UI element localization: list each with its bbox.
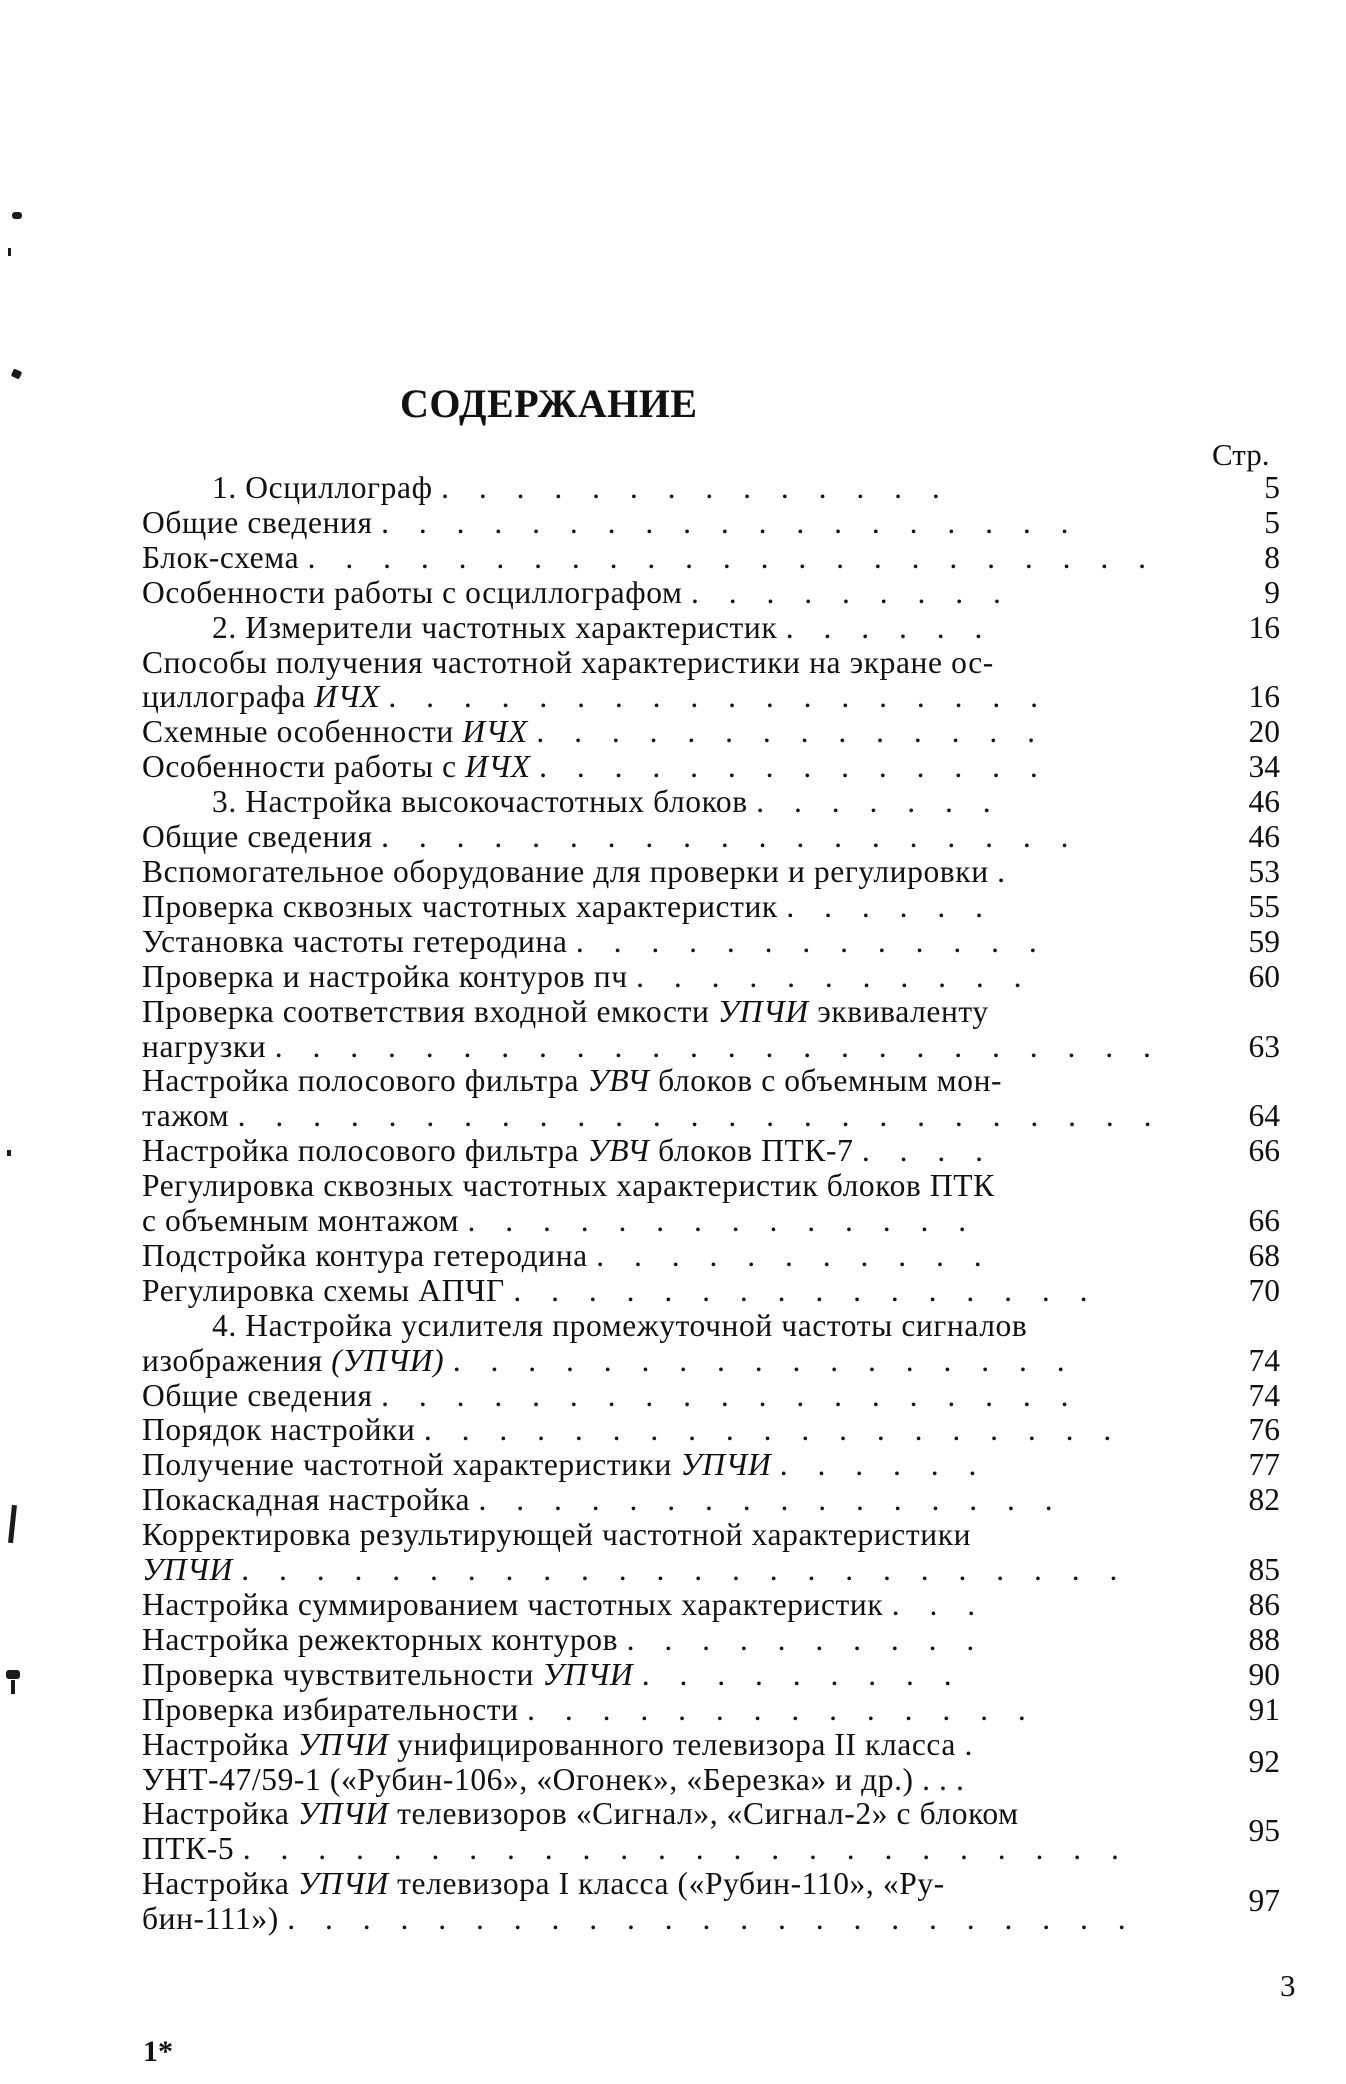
toc-entry-text: ПТК-5 (142, 1831, 243, 1867)
toc-entry-line (142, 1099, 1172, 1134)
toc-entry-text: Проверка избирательности (142, 1691, 528, 1727)
toc-entry-line (142, 1030, 1172, 1065)
toc-entry-line (142, 1169, 1172, 1204)
toc-entry-line (142, 1379, 1172, 1414)
toc-section-entry (142, 1064, 1292, 1134)
toc-entry-text: Получение частотной характеристики (142, 1447, 681, 1483)
page-title: СОДЕРЖАНИЕ (400, 381, 698, 426)
toc-entry-text: изображения (142, 1342, 332, 1378)
toc-entry-text: Общие сведения (142, 819, 382, 855)
scan-speck (8, 1505, 17, 1543)
toc-entry-text: унифицированного телевизора II класса . (388, 1726, 973, 1762)
toc-section-entry (142, 1693, 1292, 1728)
toc-section-entry (142, 506, 1292, 541)
toc-section-entry (142, 750, 1292, 785)
toc-entry-text: Настройка (142, 1726, 298, 1762)
dot-leader: . . . . . . . . . . . . . . . . . . . . . . . (287, 1901, 1137, 1937)
toc-abbreviation: УПЧИ (542, 1656, 634, 1692)
toc-entry-line (142, 855, 1172, 890)
toc-entry-line (142, 1902, 1172, 1937)
toc-entry-line (142, 1134, 1172, 1169)
toc-entry-text: Настройка (142, 1866, 298, 1902)
toc-abbreviation: УПЧИ (297, 1726, 389, 1762)
toc-entry-line (142, 471, 1172, 506)
dot-leader: . . . . . . . . . . . (636, 958, 1033, 994)
toc-entry-line (142, 960, 1172, 995)
dot-leader: . . . . . . . . . . . . . . . . (513, 1272, 1099, 1308)
toc-entry-line (142, 750, 1172, 785)
toc-chapter-entry (142, 1309, 1292, 1379)
toc-page-number: 16 (1248, 679, 1280, 715)
toc-entry-line (142, 1867, 1172, 1902)
toc-section-entry (142, 1483, 1292, 1518)
toc-entry-text: Способы получения частотной характеристики на экране ос- (142, 644, 994, 680)
toc-entry-line (142, 1344, 1172, 1379)
toc-section-entry (142, 1134, 1292, 1169)
toc-entry-text: Настройка (142, 1796, 298, 1832)
toc-entry-text (771, 1447, 779, 1482)
toc-page-number: 8 (1264, 539, 1280, 575)
dot-leader: . . . . . . . . . . . . . . (536, 714, 1046, 750)
toc-abbreviation: (УПЧИ) (331, 1342, 445, 1378)
dot-leader: . . . . . . . . . . . . . . . . (478, 1482, 1064, 1518)
toc-page-number: 66 (1248, 1203, 1280, 1239)
toc-section-entry (142, 576, 1292, 611)
dot-leader: . . . . . . . . . . . . . . (467, 1203, 978, 1239)
toc-page-number: 46 (1248, 819, 1280, 855)
scan-speck (11, 368, 23, 379)
dot-leader: . . . . . . . . . . . . . . . . . . . . . . . . (242, 1831, 1130, 1867)
toc-chapter-entry (142, 471, 1292, 506)
dot-leader: . . . (891, 1587, 987, 1622)
toc-section-entry (142, 715, 1292, 750)
toc-page-number: 76 (1248, 1412, 1280, 1448)
toc-abbreviation: ИЧХ (462, 714, 528, 750)
toc-page-number: 20 (1248, 714, 1280, 750)
toc-entry-text: Покаскадная настройка (142, 1482, 479, 1518)
toc-page-number: 53 (1248, 853, 1280, 889)
toc-entry-text: блоков с объемным мон- (649, 1063, 1003, 1099)
toc-entry-text: Порядок настройки (142, 1412, 424, 1448)
dot-leader: . . . . . . (785, 609, 994, 645)
toc-entry-line (142, 890, 1172, 925)
toc-abbreviation: ИЧХ (314, 679, 380, 715)
toc-entry-line (142, 785, 1172, 820)
toc-page-number: 55 (1248, 888, 1280, 924)
toc-abbreviation: УВЧ (587, 1133, 650, 1169)
toc-section-entry (142, 1588, 1292, 1623)
dot-leader: . . . . . . (786, 888, 994, 924)
toc-entry-text: Схемные особенности (142, 714, 463, 750)
dot-leader: . . . . . . . . . . . . . . . . . . . . . . . . (241, 1552, 1129, 1588)
toc-entry-text: Проверка соответствия входной емкости (142, 993, 718, 1029)
scan-speck (11, 1680, 15, 1694)
toc-entry-line (142, 1797, 1172, 1832)
toc-entry-line (142, 1413, 1172, 1448)
dot-leader: . . . . . . . . . . . . . . . . . . . (381, 819, 1080, 855)
toc-entry-line (142, 1588, 1172, 1623)
toc-entry-text: Подстройка контура гетеродина (142, 1237, 597, 1273)
toc-section-entry (142, 1413, 1292, 1448)
toc-entry-line (142, 1274, 1172, 1309)
signature-mark: 1* (143, 2035, 173, 2068)
dot-leader: . . . . . . . . . . . . . . . . . . . . . . . . . (237, 1098, 1163, 1134)
toc-entry-text: Настройка режекторных контуров (142, 1621, 627, 1657)
toc-entry-text: Вспомогательное оборудование для проверки и регулировки . (142, 853, 1006, 889)
toc-section-entry (142, 820, 1292, 855)
toc-section-entry (142, 541, 1292, 576)
scan-speck (12, 212, 22, 219)
toc-entry-text (531, 749, 539, 784)
toc-entry-line (142, 1553, 1172, 1588)
toc-entry-text: Регулировка схемы АПЧГ (142, 1272, 514, 1308)
toc-page-number: 85 (1248, 1552, 1280, 1588)
dot-leader: . . . . . . . . . . . . . (575, 923, 1048, 959)
dot-leader: . . . . . . (779, 1447, 988, 1483)
toc-section-entry (142, 995, 1292, 1065)
toc-page-number: 70 (1248, 1272, 1280, 1308)
toc-abbreviation: УПЧИ (717, 993, 809, 1029)
toc-section-entry (142, 1274, 1292, 1309)
dot-leader: . . . . . . . . . . . . . . . . . . . . . . . . (274, 1028, 1162, 1064)
toc-entry-text (444, 1343, 452, 1378)
toc-entry-line (142, 541, 1172, 576)
dot-leader: . . . . . . . . . (641, 1656, 963, 1692)
toc-abbreviation: УПЧИ (142, 1552, 233, 1588)
toc-entry-text: с объемным монтажом (142, 1203, 468, 1239)
dot-leader: . . . . . . . . . . . . . . . . . . . (423, 1412, 1123, 1448)
toc-section-entry (142, 855, 1292, 890)
toc-entry-text: нагрузки (142, 1028, 275, 1064)
dot-leader: . . . . (861, 1133, 995, 1169)
toc-page-number: 91 (1248, 1691, 1280, 1727)
toc-page-number: 74 (1248, 1342, 1280, 1378)
toc-section-entry (142, 890, 1292, 925)
toc-page-number: 74 (1248, 1377, 1280, 1413)
toc-entry-text: Корректировка результирующей частотной характеристики (142, 1517, 972, 1553)
scan-speck (6, 1670, 20, 1679)
page-column-header: Стр. (1212, 437, 1270, 472)
toc-entry-text: Проверка чувствительности (142, 1656, 543, 1692)
toc-entry-line (142, 611, 1172, 646)
toc-entry-line (142, 820, 1172, 855)
toc-page-number: 92 (1248, 1743, 1280, 1779)
table-of-contents (142, 471, 1292, 1937)
toc-entry-text: 1. Осциллограф (212, 470, 442, 505)
dot-leader: . . . . . . . . . . . . . . . . . (452, 1342, 1076, 1378)
toc-entry-line (142, 1309, 1172, 1344)
toc-page-number: 64 (1248, 1098, 1280, 1134)
toc-entry-text: 2. Измерители частотных характеристик (212, 609, 786, 645)
toc-entry-line (142, 1658, 1172, 1693)
toc-entry-text: Настройка полосового фильтра (142, 1063, 588, 1099)
toc-chapter-entry (142, 611, 1292, 646)
toc-page-number: 90 (1248, 1656, 1280, 1692)
toc-abbreviation: УПЧИ (680, 1447, 772, 1483)
toc-page-number: 86 (1248, 1587, 1280, 1622)
toc-section-entry (142, 1658, 1292, 1693)
toc-page-number: 5 (1264, 504, 1280, 540)
dot-leader: . . . . . . . . . . . (596, 1237, 993, 1273)
page-number: 3 (1280, 1968, 1296, 2003)
toc-entry-text: Блок-схема (142, 539, 308, 575)
toc-page-number: 9 (1264, 574, 1280, 610)
toc-entry-line (142, 1239, 1172, 1274)
toc-entry-line (142, 1763, 1172, 1798)
toc-entry-line (142, 1483, 1172, 1518)
toc-entry-line (142, 1204, 1172, 1239)
toc-entry-line (142, 925, 1172, 960)
toc-page-number: 95 (1248, 1813, 1280, 1849)
toc-entry-text: Особенности работы с осциллографом (142, 574, 691, 610)
dot-leader: . . . . . . . . . . (626, 1621, 986, 1657)
toc-section-entry (142, 1239, 1292, 1274)
toc-entry-text: 4. Настройка усилителя промежуточной частоты сигналов (212, 1307, 1028, 1343)
toc-entry-text (233, 1552, 241, 1587)
dot-leader: . . . . . . . . . (691, 574, 1012, 610)
toc-entry-text: Установка частоты гетеродина (142, 923, 576, 959)
toc-entry-line (142, 506, 1172, 541)
toc-section-entry (142, 960, 1292, 995)
toc-entry-text: УНТ-47/59-1 («Рубин-106», «Огонек», «Березка» и др.) . . . (142, 1761, 965, 1797)
toc-entry-text: Настройка полосового фильтра (142, 1133, 588, 1169)
toc-chapter-entry (142, 785, 1292, 820)
dot-leader: . . . . . . . . . . . . . . . . . . . (381, 1377, 1080, 1413)
toc-abbreviation: УПЧИ (297, 1866, 389, 1902)
toc-section-entry (142, 1448, 1292, 1483)
toc-page-number: 5 (1264, 470, 1280, 505)
toc-entry-line (142, 646, 1172, 681)
toc-page-number: 46 (1248, 784, 1280, 820)
scan-speck (7, 1150, 11, 1156)
toc-entry-text: Проверка сквозных частотных характеристик (142, 888, 787, 924)
toc-section-entry (142, 1797, 1292, 1867)
toc-section-entry (142, 646, 1292, 716)
toc-page-number: 88 (1248, 1621, 1280, 1657)
toc-section-entry (142, 1867, 1292, 1937)
toc-page-number: 60 (1248, 958, 1280, 994)
toc-entry-text (633, 1657, 641, 1692)
toc-page-number: 82 (1248, 1482, 1280, 1518)
toc-entry-text: эквиваленту (808, 993, 989, 1029)
toc-entry-line (142, 576, 1172, 611)
toc-entry-text: Настройка суммированием частотных характеристик (142, 1587, 892, 1622)
toc-entry-text: Проверка и настройка контуров пч (142, 958, 637, 994)
toc-section-entry (142, 1518, 1292, 1588)
toc-entry-line (142, 1623, 1172, 1658)
toc-page-number: 66 (1248, 1133, 1280, 1169)
toc-entry-text: телевизоров «Сигнал», «Сигнал-2» с блоком (388, 1796, 1019, 1832)
dot-leader: . . . . . . . (756, 784, 1002, 820)
toc-page-number: 34 (1248, 749, 1280, 785)
toc-entry-line (142, 995, 1172, 1030)
toc-page-number: 77 (1248, 1447, 1280, 1483)
dot-leader: . . . . . . . . . . . . . . (539, 749, 1049, 785)
toc-entry-line (142, 1728, 1172, 1763)
toc-abbreviation: УВЧ (587, 1063, 650, 1099)
toc-page-number: 59 (1248, 923, 1280, 959)
dot-leader: . . . . . . . . . . . . . . (527, 1691, 1037, 1727)
toc-section-entry (142, 1623, 1292, 1658)
toc-entry-text: Особенности работы с (142, 749, 466, 785)
dot-leader: . . . . . . . . . . . . . . . . . . . (381, 504, 1080, 540)
toc-entry-line (142, 1448, 1172, 1483)
toc-entry-line (142, 1064, 1172, 1099)
toc-section-entry (142, 1169, 1292, 1239)
toc-entry-line (142, 1518, 1172, 1553)
toc-page-number: 97 (1248, 1883, 1280, 1919)
toc-entry-text: телевизора I класса («Рубин-110», «Ру- (388, 1866, 945, 1902)
toc-abbreviation: УПЧИ (297, 1796, 389, 1832)
dot-leader: . . . . . . . . . . . . . . . . . . . . . . . (307, 539, 1157, 575)
toc-entry-text: Общие сведения (142, 504, 382, 540)
toc-entry-text: Общие сведения (142, 1377, 382, 1413)
toc-page-number: 16 (1248, 609, 1280, 645)
toc-section-entry (142, 1379, 1292, 1414)
toc-entry-line (142, 680, 1172, 715)
toc-section-entry (142, 925, 1292, 960)
toc-entry-text: Регулировка сквозных частотных характеристик блоков ПТК (142, 1168, 995, 1204)
toc-page-number: 68 (1248, 1237, 1280, 1273)
toc-entry-line (142, 715, 1172, 750)
toc-entry-text: 3. Настройка высокочастотных блоков (212, 784, 757, 820)
toc-section-entry (142, 1728, 1292, 1798)
dot-leader: . . . . . . . . . . . . . . (441, 470, 951, 505)
dot-leader: . . . . . . . . . . . . . . . . . . (388, 679, 1050, 715)
toc-abbreviation: ИЧХ (465, 749, 531, 785)
toc-entry-text: бин-111») (142, 1901, 288, 1937)
toc-entry-text: блоков ПТК-7 (649, 1133, 862, 1169)
toc-entry-text: тажом (142, 1098, 238, 1134)
toc-entry-line (142, 1832, 1172, 1867)
toc-entry-text: циллографа (142, 679, 315, 715)
toc-page-number: 63 (1248, 1028, 1280, 1064)
toc-entry-line (142, 1693, 1172, 1728)
scan-speck (8, 248, 11, 256)
